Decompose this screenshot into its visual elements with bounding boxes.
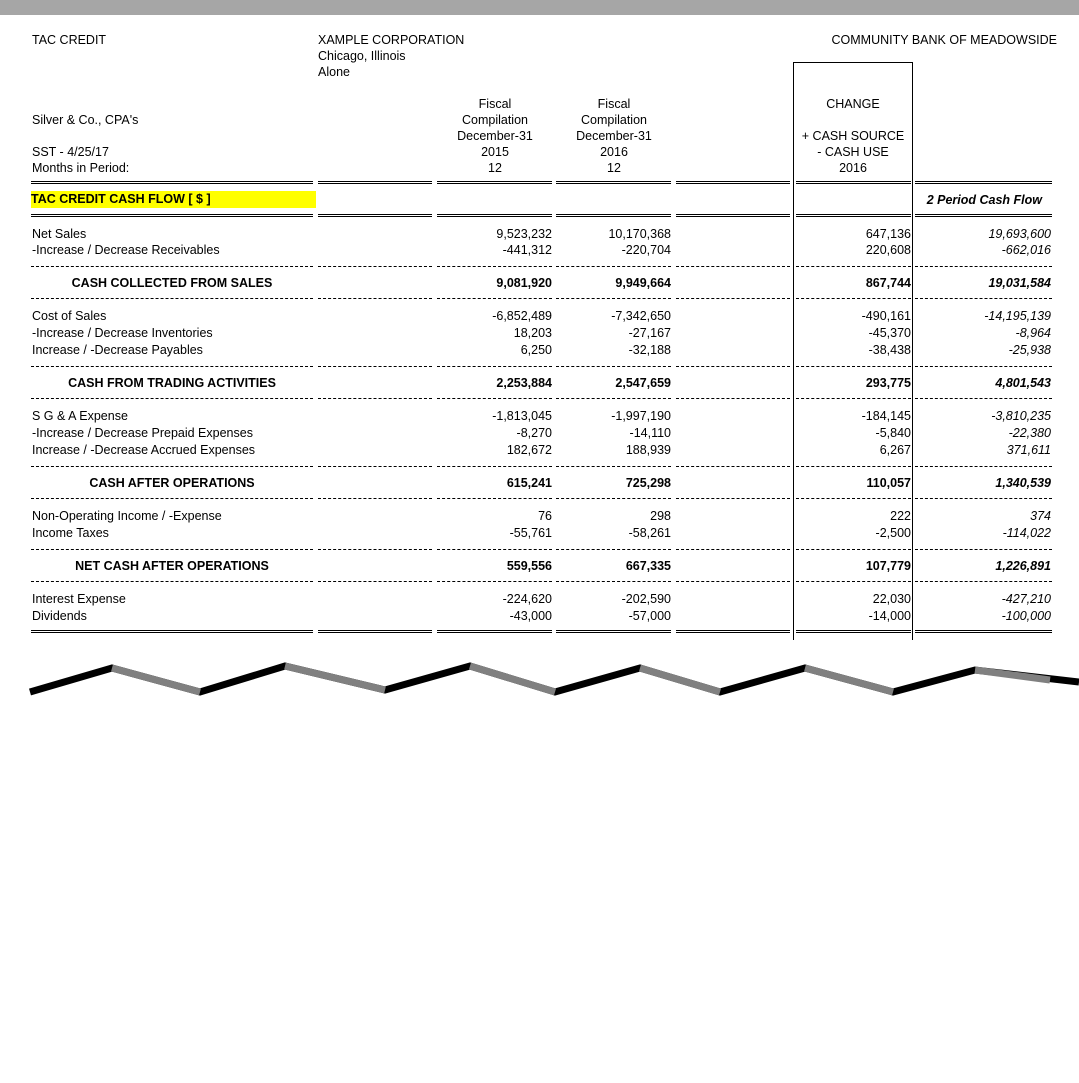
value-2015: 9,523,232: [496, 227, 552, 241]
dashed-rule: [915, 466, 1052, 467]
change-value: 293,775: [865, 376, 911, 390]
dashed-rule: [676, 549, 790, 550]
dashed-rule: [556, 266, 671, 267]
line-item-label: Increase / -Decrease Payables: [32, 343, 203, 357]
value-2016: -1,997,190: [611, 409, 671, 423]
dashed-rule: [318, 549, 432, 550]
value-2016: 2,547,659: [615, 376, 671, 390]
report-left-title: TAC CREDIT: [32, 33, 107, 47]
value-2016: -27,167: [628, 326, 671, 340]
dashed-rule: [31, 549, 313, 550]
value-2015: -6,852,489: [492, 309, 552, 323]
double-rule: [796, 181, 911, 184]
change-value: 220,608: [865, 243, 911, 257]
dashed-rule: [915, 549, 1052, 550]
double-rule: [676, 181, 790, 184]
two-period-total: -114,022: [1002, 526, 1051, 540]
two-period-total: 4,801,543: [995, 376, 1051, 390]
dashed-rule: [796, 298, 911, 299]
col2-line1: Fiscal: [597, 97, 631, 111]
double-rule: [318, 181, 432, 184]
double-rule: [796, 214, 911, 217]
two-period-total: -3,810,235: [991, 409, 1051, 423]
bank-name: COMMUNITY BANK OF MEADOWSIDE: [831, 33, 1057, 47]
col2-line3: December-31: [576, 129, 652, 143]
double-rule: [437, 214, 552, 217]
company-city: Chicago, Illinois: [318, 49, 406, 63]
col1-months: 12: [488, 161, 502, 175]
dashed-rule: [676, 398, 790, 399]
period-title: 2 Period Cash Flow: [926, 193, 1042, 207]
line-item-label: S G & A Expense: [32, 409, 128, 423]
value-2016: -220,704: [621, 243, 671, 257]
dashed-rule: [556, 398, 671, 399]
dashed-rule: [676, 266, 790, 267]
value-2016: 188,939: [625, 443, 671, 457]
line-item-label: -Increase / Decrease Inventories: [32, 326, 213, 340]
double-rule: [31, 181, 313, 184]
dashed-rule: [796, 581, 911, 582]
entity-type: Alone: [318, 65, 350, 79]
dashed-rule: [437, 549, 552, 550]
change-value: 110,057: [866, 476, 911, 490]
subtotal-label: NET CASH AFTER OPERATIONS: [75, 559, 269, 573]
value-2016: -7,342,650: [611, 309, 671, 323]
col2-year: 2016: [600, 145, 628, 159]
col1-year: 2015: [481, 145, 509, 159]
subtotal-label: CASH FROM TRADING ACTIVITIES: [68, 376, 276, 390]
line-item-label: Interest Expense: [32, 592, 126, 606]
line-item-label: Dividends: [32, 609, 87, 623]
change-value: 647,136: [865, 227, 911, 241]
value-2016: -58,261: [628, 526, 671, 540]
cash-source-label: + CASH SOURCE: [801, 129, 905, 143]
change-value: 107,779: [865, 559, 911, 573]
line-item-label: -Increase / Decrease Prepaid Expenses: [32, 426, 253, 440]
dashed-rule: [318, 498, 432, 499]
dashed-rule: [437, 366, 552, 367]
change-value: -45,370: [868, 326, 911, 340]
line-item-label: Cost of Sales: [32, 309, 107, 323]
dashed-rule: [676, 366, 790, 367]
value-2016: 667,335: [625, 559, 671, 573]
dashed-rule: [796, 266, 911, 267]
dashed-rule: [318, 581, 432, 582]
double-rule: [31, 214, 313, 217]
prepared-by: SST - 4/25/17: [32, 145, 109, 159]
line-item-label: Non-Operating Income / -Expense: [32, 509, 222, 523]
two-period-total: -8,964: [1015, 326, 1051, 340]
dashed-rule: [676, 581, 790, 582]
change-value: 222: [890, 509, 911, 523]
change-value: -5,840: [875, 426, 911, 440]
change-value: 22,030: [872, 592, 911, 606]
value-2015: 18,203: [513, 326, 552, 340]
dashed-rule: [915, 298, 1052, 299]
dashed-rule: [31, 398, 313, 399]
double-rule: [556, 181, 671, 184]
value-2015: 9,081,920: [496, 276, 552, 290]
dashed-rule: [437, 398, 552, 399]
change-value: -2,500: [875, 526, 911, 540]
section-title: TAC CREDIT CASH FLOW [ $ ]: [31, 191, 316, 208]
double-rule: [437, 181, 552, 184]
line-item-label: -Increase / Decrease Receivables: [32, 243, 220, 257]
two-period-total: 1,340,539: [995, 476, 1051, 490]
double-rule: [796, 630, 911, 633]
two-period-total: -662,016: [1001, 243, 1051, 257]
dashed-rule: [318, 266, 432, 267]
dashed-rule: [676, 298, 790, 299]
subtotal-label: CASH COLLECTED FROM SALES: [71, 276, 273, 290]
value-2015: -1,813,045: [492, 409, 552, 423]
change-box-left: [793, 62, 794, 652]
change-value: -14,000: [868, 609, 911, 623]
dashed-rule: [556, 498, 671, 499]
dashed-rule: [915, 266, 1052, 267]
change-title: CHANGE: [826, 97, 880, 111]
dashed-rule: [318, 298, 432, 299]
change-value: -490,161: [861, 309, 911, 323]
dashed-rule: [676, 466, 790, 467]
dashed-rule: [796, 498, 911, 499]
dashed-rule: [796, 366, 911, 367]
dashed-rule: [318, 466, 432, 467]
dashed-rule: [556, 466, 671, 467]
col1-line3: December-31: [457, 129, 533, 143]
two-period-total: 371,611: [1006, 443, 1051, 457]
change-box-top: [793, 62, 913, 63]
two-period-total: -427,210: [1001, 592, 1051, 606]
dashed-rule: [318, 366, 432, 367]
value-2015: 6,250: [520, 343, 552, 357]
dashed-rule: [31, 266, 313, 267]
top-gray-bar: [0, 0, 1079, 15]
dashed-rule: [437, 498, 552, 499]
dashed-rule: [915, 581, 1052, 582]
value-2015: 559,556: [506, 559, 552, 573]
double-rule: [556, 630, 671, 633]
change-value: -184,145: [861, 409, 911, 423]
value-2016: -32,188: [628, 343, 671, 357]
dashed-rule: [31, 581, 313, 582]
two-period-total: 19,031,584: [988, 276, 1051, 290]
double-rule: [318, 630, 432, 633]
change-value: 6,267: [879, 443, 911, 457]
double-rule: [437, 630, 552, 633]
double-rule: [915, 214, 1052, 217]
double-rule: [676, 630, 790, 633]
value-2015: 76: [538, 509, 552, 523]
dashed-rule: [318, 398, 432, 399]
two-period-total: -25,938: [1008, 343, 1051, 357]
value-2015: 2,253,884: [496, 376, 552, 390]
value-2015: -441,312: [502, 243, 552, 257]
dashed-rule: [31, 466, 313, 467]
value-2015: -43,000: [509, 609, 552, 623]
value-2015: 615,241: [506, 476, 552, 490]
col1-line2: Compilation: [461, 113, 528, 127]
dashed-rule: [31, 498, 313, 499]
value-2016: -14,110: [629, 426, 671, 440]
change-box-right: [912, 62, 913, 652]
cash-use-label: - CASH USE: [817, 145, 889, 159]
value-2016: 725,298: [625, 476, 671, 490]
dashed-rule: [556, 298, 671, 299]
dashed-rule: [31, 298, 313, 299]
value-2016: -202,590: [621, 592, 671, 606]
change-value: -38,438: [868, 343, 911, 357]
dashed-rule: [437, 298, 552, 299]
change-year: 2016: [839, 161, 867, 175]
company-name: XAMPLE CORPORATION: [318, 33, 465, 47]
double-rule: [31, 630, 313, 633]
dashed-rule: [915, 366, 1052, 367]
value-2016: 298: [650, 509, 671, 523]
double-rule: [318, 214, 432, 217]
two-period-total: -100,000: [1001, 609, 1051, 623]
value-2015: -8,270: [516, 426, 552, 440]
col1-line1: Fiscal: [478, 97, 512, 111]
double-rule: [556, 214, 671, 217]
double-rule: [676, 214, 790, 217]
dashed-rule: [437, 466, 552, 467]
col2-months: 12: [607, 161, 621, 175]
value-2016: -57,000: [628, 609, 671, 623]
dashed-rule: [796, 549, 911, 550]
subtotal-label: CASH AFTER OPERATIONS: [89, 476, 255, 490]
col2-line2: Compilation: [580, 113, 647, 127]
line-item-label: Income Taxes: [32, 526, 109, 540]
value-2015: 182,672: [506, 443, 552, 457]
torn-edge-graphic: [0, 640, 1079, 710]
dashed-rule: [676, 498, 790, 499]
dashed-rule: [796, 398, 911, 399]
dashed-rule: [915, 398, 1052, 399]
value-2016: 9,949,664: [615, 276, 671, 290]
double-rule: [915, 630, 1052, 633]
dashed-rule: [31, 366, 313, 367]
line-item-label: Increase / -Decrease Accrued Expenses: [32, 443, 256, 457]
months-label: Months in Period:: [32, 161, 130, 175]
dashed-rule: [437, 266, 552, 267]
line-item-label: Net Sales: [32, 227, 87, 241]
two-period-total: -22,380: [1008, 426, 1051, 440]
dashed-rule: [556, 366, 671, 367]
two-period-total: -14,195,139: [984, 309, 1051, 323]
double-rule: [915, 181, 1052, 184]
dashed-rule: [556, 549, 671, 550]
dashed-rule: [796, 466, 911, 467]
value-2015: -224,620: [502, 592, 552, 606]
two-period-total: 1,226,891: [995, 559, 1051, 573]
dashed-rule: [556, 581, 671, 582]
accountant-name: Silver & Co., CPA's: [32, 113, 139, 127]
value-2015: -55,761: [509, 526, 552, 540]
change-value: 867,744: [865, 276, 911, 290]
dashed-rule: [915, 498, 1052, 499]
two-period-total: 19,693,600: [988, 227, 1051, 241]
value-2016: 10,170,368: [608, 227, 671, 241]
dashed-rule: [437, 581, 552, 582]
two-period-total: 374: [1030, 509, 1051, 523]
